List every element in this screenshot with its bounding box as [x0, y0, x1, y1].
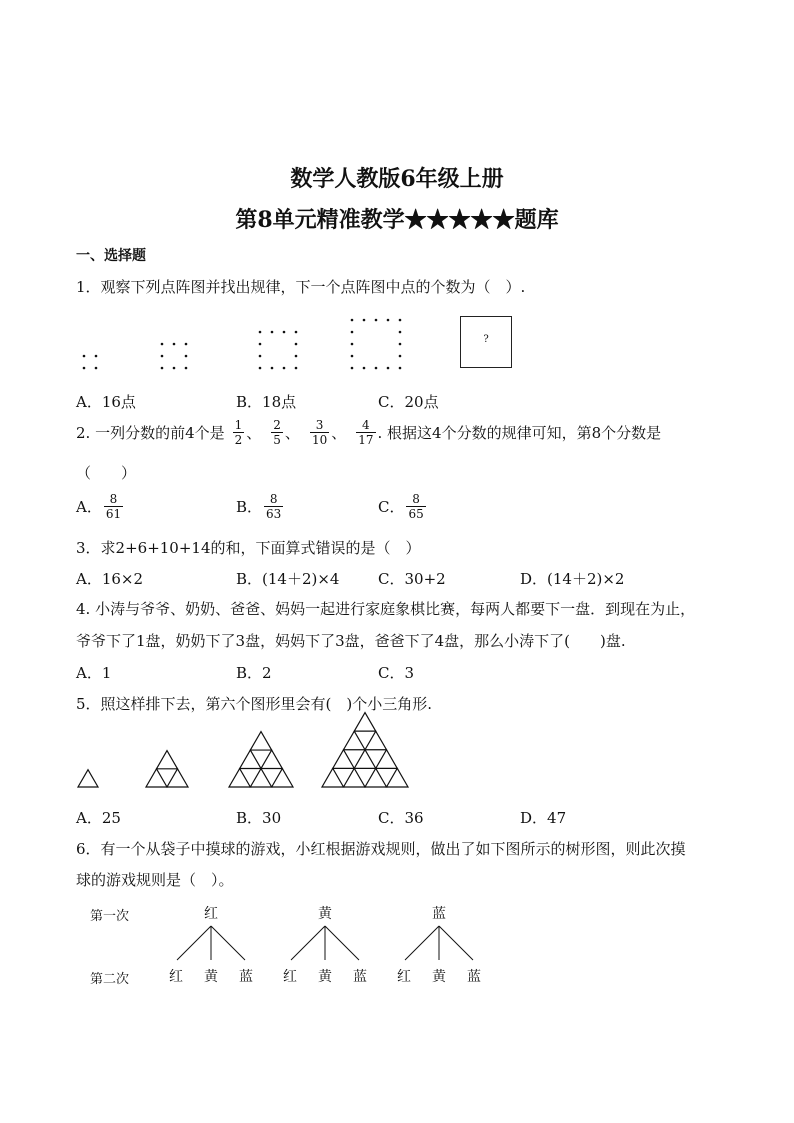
q5-option-d[interactable]: D．47 [520, 809, 567, 827]
q2-option-b[interactable]: B． $\frac{8}{63}$ [236, 492, 282, 521]
q4-option-b[interactable]: B．2 [236, 664, 272, 682]
small-triangle [157, 751, 178, 769]
dot [363, 319, 366, 322]
question-3-text: 3．求2+6+10+14的和，下面算式错误的是（ ） [76, 539, 421, 557]
q1-option-a[interactable]: A．16点 [76, 393, 136, 411]
small-triangle [261, 750, 282, 768]
dot-frame-4 [351, 319, 402, 370]
second-draw-blue: 蓝 [239, 969, 253, 985]
dot [259, 355, 262, 358]
second-draw-red: 红 [397, 969, 411, 985]
small-triangle [354, 713, 376, 732]
small-triangle [250, 732, 271, 750]
q3-option-d[interactable]: D．(14＋2)×2 [520, 570, 625, 588]
q4-option-a[interactable]: A．1 [76, 664, 112, 682]
small-triangle [376, 750, 398, 769]
dot [95, 367, 98, 370]
dot [83, 367, 86, 370]
q2-option-c[interactable]: C． $\frac{8}{65}$ [378, 492, 424, 521]
dot [375, 319, 378, 322]
dot-frame-3 [259, 331, 298, 370]
dot [295, 331, 298, 334]
fraction-4: $\frac{4}{17}$ [358, 418, 374, 447]
page-title: 数学人教版6年级上册 [290, 166, 504, 192]
page-subtitle: 第8单元精准教学★★★★★题库 [235, 207, 559, 233]
dot [295, 367, 298, 370]
q2-answer-paren: （ ） [76, 464, 137, 482]
second-draw-red: 红 [283, 969, 297, 985]
q5-option-b[interactable]: B．30 [236, 809, 282, 827]
dot [259, 343, 262, 346]
dot [185, 355, 188, 358]
dot [161, 355, 164, 358]
dot [375, 367, 378, 370]
q1-option-c[interactable]: C．20点 [378, 393, 439, 411]
q5-option-c[interactable]: C．36 [378, 809, 424, 827]
small-triangle [387, 768, 409, 787]
section-heading: 一、选择题 [76, 248, 146, 264]
question-1-text: 1．观察下列点阵图并找出规律，下一个点阵图中点的个数为（ ）. [76, 278, 526, 296]
dot [161, 343, 164, 346]
question-6-line1: 6．有一个从袋子中摸球的游戏，小红根据游戏规则，做出了如下图所示的树形图，则此次摸 [76, 840, 686, 858]
dot [399, 367, 402, 370]
dot-pattern-figures [0, 310, 794, 390]
separator: 、 [284, 424, 300, 442]
dot [185, 367, 188, 370]
dot [95, 355, 98, 358]
separator: 、 [246, 424, 262, 442]
q4-option-c[interactable]: C．3 [378, 664, 415, 682]
first-draw-blue: 蓝 [432, 906, 446, 922]
question-6-line2: 球的游戏规则是（ ）。 [76, 871, 234, 889]
question-mark: ? [483, 334, 489, 345]
dot [283, 367, 286, 370]
fraction-3: $\frac{3}{10}$ [311, 418, 328, 447]
dot [399, 319, 402, 322]
dot [83, 355, 86, 358]
fraction-2: $\frac{2}{5}$ [273, 418, 281, 447]
dot-frame-1 [83, 355, 98, 370]
second-draw-yellow: 黄 [432, 969, 446, 985]
q3-option-c[interactable]: C．30+2 [378, 570, 446, 588]
separator: 、 [331, 424, 347, 442]
q2-trail: . 根据这4个分数的规律可知，第8个分数是 [377, 424, 662, 442]
triangle-figure-3 [229, 732, 293, 787]
dot [351, 319, 354, 322]
question-2-text [76, 418, 661, 447]
question-4-line2: 爷爷下了1盘，奶奶下了3盘，妈妈下了3盘，爸爸下了4盘，那么小涛下了( )盘. [76, 632, 626, 650]
dot [161, 367, 164, 370]
small-triangle [322, 768, 344, 787]
dot [387, 319, 390, 322]
dot [271, 331, 274, 334]
dot [173, 367, 176, 370]
dot [363, 367, 366, 370]
second-draw-blue: 蓝 [353, 969, 367, 985]
small-triangle [167, 769, 188, 787]
tree-branch-2 [283, 906, 367, 985]
tree-branch-1 [169, 906, 253, 985]
small-triangle [354, 750, 376, 769]
q3-option-b[interactable]: B．(14＋2)×4 [236, 570, 340, 588]
small-triangle [365, 731, 387, 750]
second-draw-blue: 蓝 [467, 969, 481, 985]
dot [351, 343, 354, 346]
second-draw-yellow: 黄 [318, 969, 332, 985]
dot [399, 355, 402, 358]
second-draw-red: 红 [169, 969, 183, 985]
q5-option-a[interactable]: A．25 [76, 809, 121, 827]
dot [259, 331, 262, 334]
triangle-pattern-figures [0, 720, 794, 800]
dot [351, 355, 354, 358]
question-4-line1: 4. 小涛与爷爷、奶奶、爸爸、妈妈一起进行家庭象棋比赛，每两人都要下一盘．到现在为止， [76, 600, 696, 618]
dot [173, 343, 176, 346]
q1-option-b[interactable]: B．18点 [236, 393, 297, 411]
tree-row1-label: 第一次 [90, 909, 130, 924]
triangle-figure-4 [322, 713, 408, 787]
q2-option-a[interactable]: A． $\frac{8}{61}$ [76, 492, 122, 521]
small-triangle [272, 769, 293, 787]
dot [387, 367, 390, 370]
first-draw-yellow: 黄 [318, 906, 332, 922]
dot [259, 367, 262, 370]
small-triangle [344, 768, 366, 787]
small-triangle [146, 769, 167, 787]
question-5-text: 5．照这样排下去，第六个图形里会有( )个小三角形. [76, 695, 433, 713]
tree-diagram [0, 900, 794, 990]
dot [295, 343, 298, 346]
small-triangle [229, 769, 250, 787]
dot [351, 367, 354, 370]
first-draw-red: 红 [204, 906, 218, 922]
small-triangle [344, 731, 366, 750]
dot [399, 331, 402, 334]
small-triangle [240, 750, 261, 768]
small-triangle [333, 750, 355, 769]
dot [351, 331, 354, 334]
q3-option-a[interactable]: A．16×2 [76, 570, 144, 588]
tree-branch-3 [397, 905, 481, 985]
small-triangle [365, 768, 387, 787]
q2-lead: 2. 一列分数的前4个是 [76, 424, 225, 442]
dot-frame-2 [161, 343, 188, 370]
dot [185, 343, 188, 346]
dot [295, 355, 298, 358]
fraction-1: $\frac{1}{2}$ [234, 418, 243, 447]
dot [283, 331, 286, 334]
dot [399, 343, 402, 346]
triangle-figure-1 [78, 770, 98, 787]
small-triangle [78, 770, 98, 787]
small-triangle [250, 769, 271, 787]
second-draw-yellow: 黄 [204, 969, 218, 985]
dot [271, 367, 274, 370]
tree-row2-label: 第二次 [90, 972, 130, 987]
triangle-figure-2 [146, 751, 188, 787]
